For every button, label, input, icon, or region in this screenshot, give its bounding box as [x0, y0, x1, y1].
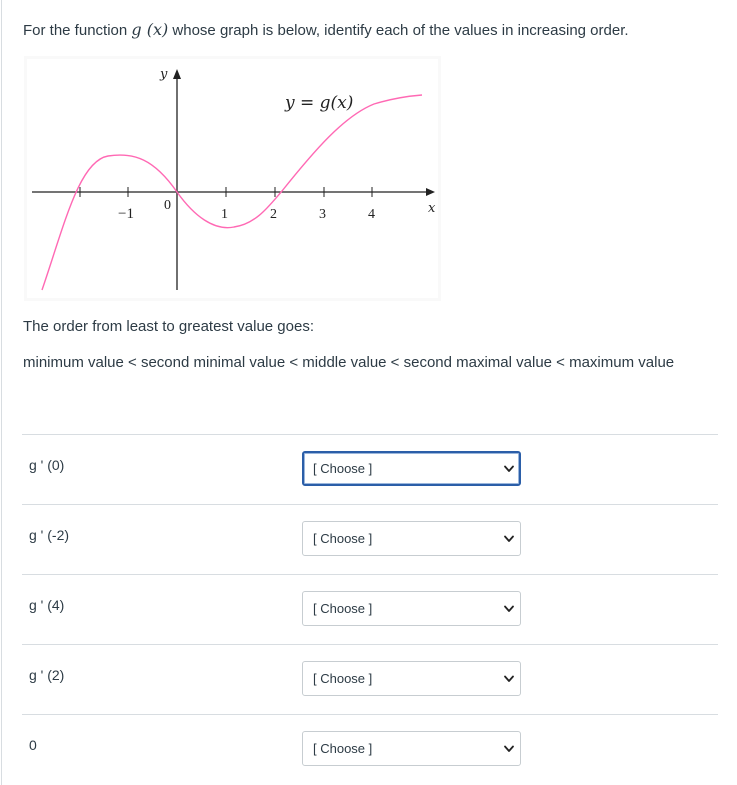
- order-sequence: minimum value < second minimal value < middle value < second maximal value < maximum value: [23, 354, 675, 371]
- question-prefix: For the function: [23, 22, 132, 39]
- row-label: g ' (-2): [29, 527, 70, 543]
- graph-plot-area: [27, 59, 438, 298]
- dropdown-selected-value: [ Choose ]: [313, 671, 373, 686]
- tick-label: 4: [368, 207, 375, 222]
- chevron-down-icon: [504, 675, 514, 683]
- question-text: [23, 20, 629, 39]
- matching-rows: [22, 434, 718, 784]
- tick-label: 1: [221, 207, 228, 222]
- dropdown-selected-value: [ Choose ]: [313, 601, 373, 616]
- order-heading: The order from least to greatest value goes:: [23, 318, 314, 335]
- x-axis-label: x: [428, 201, 436, 216]
- tick-label: 0: [164, 198, 171, 213]
- dropdown-selected-value: [ Choose ]: [313, 461, 373, 476]
- row-label: g ' (2): [29, 667, 65, 683]
- function-graph: [24, 56, 441, 301]
- matching-row: [22, 574, 718, 644]
- content-frame-border: [1, 0, 2, 785]
- function-name: g (x): [131, 20, 169, 39]
- question-suffix: whose graph is below, identify each of the values in increasing order.: [168, 22, 629, 39]
- dropdown-selected-value: [ Choose ]: [313, 741, 373, 756]
- chevron-down-icon: [504, 535, 514, 543]
- tick-label: 3: [319, 207, 326, 222]
- answer-dropdown[interactable]: [302, 731, 521, 766]
- answer-dropdown[interactable]: [302, 661, 521, 696]
- chevron-down-icon: [504, 465, 514, 473]
- matching-row: [22, 434, 718, 504]
- matching-row: [22, 714, 718, 784]
- row-label: 0: [29, 737, 37, 753]
- chevron-down-icon: [504, 605, 514, 613]
- y-axis-label: y: [160, 67, 168, 82]
- answer-dropdown[interactable]: [302, 591, 521, 626]
- tick-label: −1: [118, 206, 134, 222]
- row-label: g ' (4): [29, 597, 65, 613]
- dropdown-selected-value: [ Choose ]: [313, 531, 373, 546]
- curve-label: y = g(x): [285, 93, 354, 113]
- chevron-down-icon: [504, 745, 514, 753]
- row-label: g ' (0): [29, 457, 65, 473]
- matching-row: [22, 504, 718, 574]
- answer-dropdown[interactable]: [302, 451, 521, 486]
- answer-dropdown[interactable]: [302, 521, 521, 556]
- matching-row: [22, 644, 718, 714]
- tick-label: 2: [270, 207, 277, 222]
